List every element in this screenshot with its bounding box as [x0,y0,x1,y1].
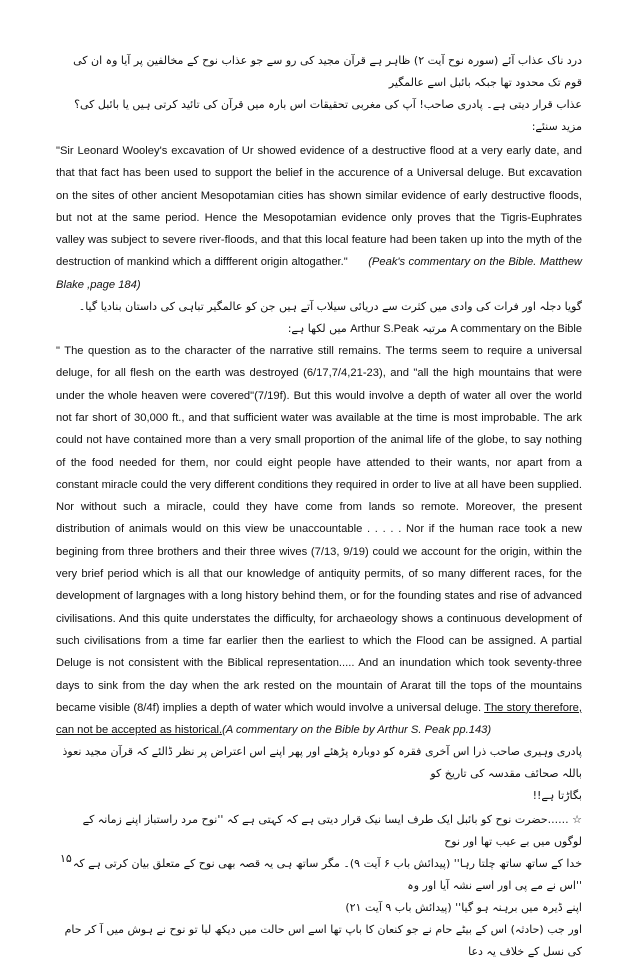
urdu-last-line: اور جب (حادثہ) اس کے بیٹے حام نے جو کنعان کا باپ تھا اسے اس حالت میں دیکھ لیا تو نوح نے ہوش میں آ کر حام کی نسل کے خلاف یہ دعا [64,923,582,959]
source-peak-urdu: مرتبہ [422,322,448,336]
quote-wooley-citation: (Peak's commentary on the Bible. Matthew Blake ,page 184) [56,256,582,291]
urdu-closing-line-1: پادری وہیری صاحب ذرا اس آخری فقرہ کو دوبارہ پڑھئے اور پھر اپنے اس اعتراض پر نظر ڈالئے کہ قرآن مجید نعوذ باللہ صحائف مقدسہ کی تاریخ کو [62,745,582,781]
star-bullet-icon: ☆ [572,813,582,827]
urdu-bullet-line-1 [56,809,582,853]
quote-wooley-text: "Sir Leonard Wooley's excavation of Ur showed evidence of a destructive flood at a very early date, and that that fact has been used to support the belief in the accurence of a Universal deluge. But excavation on the sites of other ancient Mesopotamian cities has shown similar evidence of early destructive floods, but not at the same period. Hence the Mesopotamian evidence only proves that the Tigris-Euphrates valley was subject to severe river-floods, and that this local feature had been taken up into the myth of the destruction of mankind which a diffferent origin altogather." [56,145,582,269]
page-number: ۱۵ [60,852,72,865]
urdu-bullet-line-3: اپنے ڈیرہ میں برہنہ ہو گیا'' (پیدائش باب ۹ آیت ۲۱) [345,901,582,915]
urdu-closing-line-2: بگاڑتا ہے!! [532,789,582,803]
urdu-intro-line-1: درد ناک عذاب آئے (سورہ نوح آیت ۲) ظاہر ہے قرآن مجید کی رو سے جو عذاب نوح کے مخالفین پر آیا وہ ان کی قوم تک محدود تھا جبکہ بائبل اسے عالمگیر [73,54,582,89]
source-peak-title: A commentary on the Bible [450,323,582,336]
urdu-intro-line-2: عذاب قرار دیتی ہے۔ پادری صاحب! آپ کی مغربی تحقیقات اس بارہ میں قرآن کی تائید کرتی ہیں یا بائبل کی؟ مزید سنئے: [74,98,582,133]
quote-peak-paragraph [56,340,582,741]
quote-wooley-paragraph [56,140,582,296]
quote-peak-citation: (A commentary on the Bible by Arthur S. Peak pp.143) [222,724,492,737]
quote-peak-underlined: The story therefore, can not be accepted as historical. [56,701,582,737]
page-content [56,50,582,963]
urdu-euphrates-line: گویا دجلہ اور فرات کی وادی میں کثرت سے دریائی سیلاب آتے ہیں جن کو عالمگیر تباہی کی داستان بنادیا گیا۔ [78,300,582,314]
urdu-bullet-text-1: ......حضرت نوح کو بائبل ایک طرف ایسا نیک قرار دیتی ہے کہ کہتی ہے کہ ''نوح مرد راستباز اپنے زمانہ کے لوگوں میں بے عیب تھا اور نوح [82,813,582,849]
source-peak-urdu-end: میں لکھا ہے: [287,322,347,336]
urdu-bullet-line-2: خدا کے ساتھ ساتھ چلتا رہا'' (پیدائش باب ۶ آیت ۹)۔ مگر ساتھ ہی یہ قصہ بھی نوح کے متعلق بیان کرتی ہے کہ ''اس نے مے پی اور اسے نشہ آیا اور وہ [72,857,582,893]
source-peak-author: Arthur S.Peak [350,323,419,336]
quote-peak-text: " The question as to the character of the narrative still remains. The terms seem to require a universal deluge, for all flesh on the earth was destroyed (6/17,7/4,21-23), and "all the high mountains that were under the whole heaven were covered"(7/19f). But this would involve a depth of water all over the world not far short of 30,000 ft., and that sufficient water was available at the time is most improbable. The ark could not have contained more than a very small proportion of the animal life of the globe, to say nothing of the food needed for them, nor could eight people have attended to their wants, nor apart from a constant miracle could the very different conditions they required in order to live at all have been supplied. Nor without such a miracle, could they have come from lands so remote. Moreover, the present distribution of animals would on this view be unaccountable . . . . . Nor if the human race took a new begining from three brothers and their three wives (7/13, 9/19) could we account for the origin, within the very brief period which is all that our knowledge of antiquity permits, of so many different races, for the development of largnages with a long history behind them, or for the founding states and rise of advanced civilisations. And this quite understates the difficulty, for archaeology shows a continuous development of such civilisations from a time far earlier then the earliest to which the Flood can be assigned. A partial Deluge is not consistent with the Biblical representation..... And an inundation which took seventy-three days to sink from the day when the ark rested on the mountain of Ararat till the tops of the mountains became visible (8/4f) implies a depth of water which would involve a universal deluge. [56,345,582,714]
source-peak-line [56,318,582,340]
